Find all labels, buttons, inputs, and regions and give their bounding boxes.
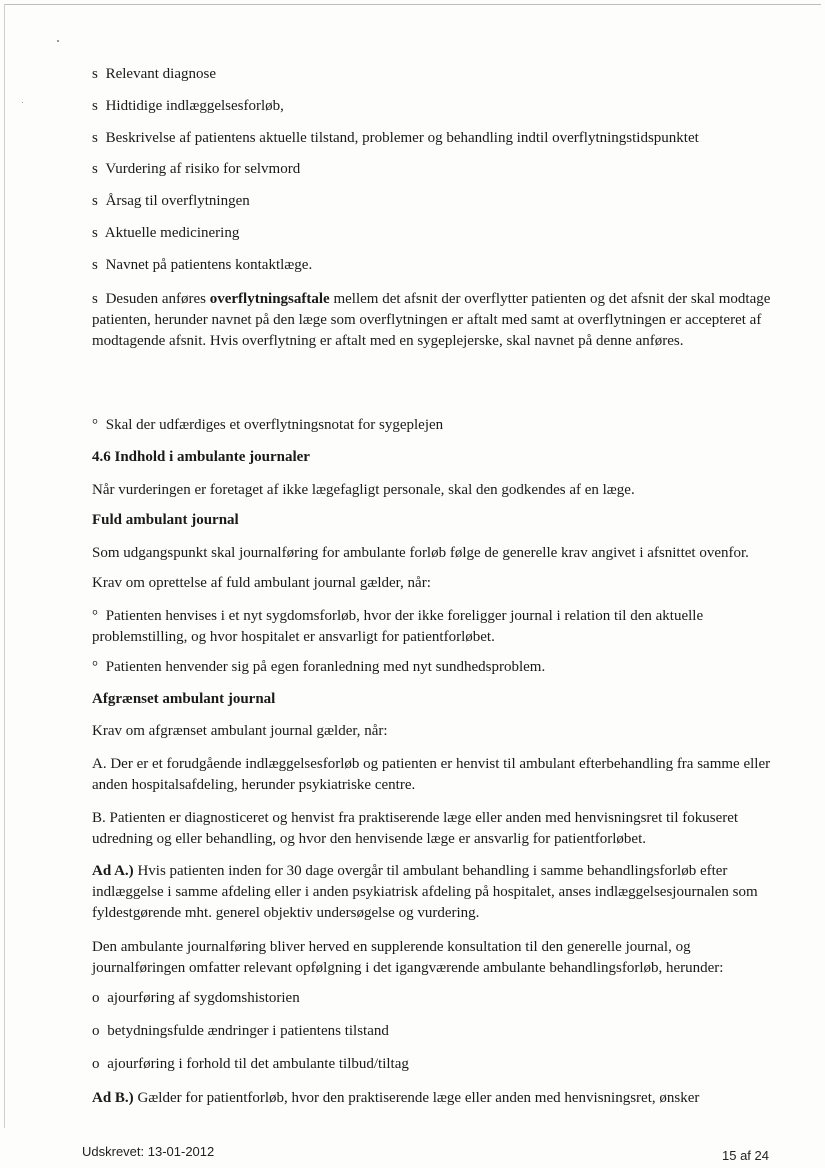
nursing-note-item: ° Skal der udfærdiges et overflytningsnotat for sygeplejen (92, 417, 444, 433)
intro-text: Når vurderingen er foretaget af ikke lægefagligt personale, skal den godkendes af en læge. (92, 482, 635, 498)
o-list-item: o betydningsfulde ændringer i patientens tilstand (92, 1023, 389, 1039)
scan-speck (22, 102, 23, 103)
page-edge (4, 4, 5, 1128)
bullet-item: s Årsag til overflytningen (92, 193, 250, 209)
bullet-item: s Navnet på patientens kontaktlæge. (92, 257, 313, 273)
bullet-item-transfer-agreement: s Desuden anføres overflytningsaftale mellem det afsnit der overflytter patienten og det afsnit der skal modtage patienten, herunder navnet på den læge som overflytningen er aftalt med samt at overflytningen er accepteret af modtagende afsnit. Hvis overflytning er aftalt med en sygeplejerske, skal navnet på denne anføres. (92, 291, 771, 349)
print-date: Udskrevet: 13-01-2012 (82, 1144, 215, 1159)
paragraph: Krav om oprettelse af fuld ambulant journal gælder, når: (92, 575, 431, 591)
paragraph: Som udgangspunkt skal journalføring for ambulante forløb følge de generelle krav angivet i afsnittet ovenfor. (92, 545, 749, 561)
paragraph-ad-a: Ad A.) Hvis patienten inden for 30 dage overgår til ambulant behandling i samme behandlingsforløb efter indlæggelse i samme afdeling eller i anden psykiatrisk afdeling på hospitalet, anses indlæggelsesjournalen som fyldestgørende mht. generel objektiv undersøgelse og vurdering. (92, 863, 758, 921)
section-heading: 4.6 Indhold i ambulante journaler (92, 449, 310, 465)
page-edge (4, 4, 821, 5)
bullet-item: s Relevant diagnose (92, 66, 216, 82)
list-item: ° Patienten henvises i et nyt sygdomsforløb, hvor der ikke foreligger journal i relation til den aktuelle problemstilling, og hvor hospitalet er ansvarligt for patientforløbet. (92, 608, 704, 645)
page-number: 15 af 24 (722, 1148, 769, 1163)
paragraph-ad-b: Ad B.) Gælder for patientforløb, hvor den praktiserende læge eller anden med henvisningsret, ønsker (92, 1090, 700, 1106)
o-list-item: o ajourføring af sygdomshistorien (92, 990, 300, 1006)
bullet-item: s Vurdering af risiko for selvmord (92, 161, 301, 177)
paragraph-a: A. Der er et forudgående indlæggelsesforløb og patienten er henvist til ambulant efterbehandling fra samme eller anden hospitalsafdeling, herunder psykiatriske centre. (92, 756, 771, 793)
bullet-item: s Beskrivelse af patientens aktuelle tilstand, problemer og behandling indtil overflytningstidspunktet (92, 130, 699, 146)
paragraph-b: B. Patienten er diagnosticeret og henvist fra praktiserende læge eller anden med henvisningsret til fokuseret udredning og eller behandling, og hvor den henvisende læge er ansvarlig for patientforløbet. (92, 810, 739, 847)
scan-speck (57, 40, 59, 42)
bullet-item: s Aktuelle medicinering (92, 225, 240, 241)
paragraph: Den ambulante journalføring bliver herved en supplerende konsultation til den generelle journal, og journalføringen omfatter relevant opfølgning i det igangværende ambulante behandlingsforløb, herunder: (92, 939, 724, 976)
o-list-item: o ajourføring i forhold til det ambulante tilbud/tiltag (92, 1056, 409, 1072)
paragraph: Krav om afgrænset ambulant journal gælder, når: (92, 723, 388, 739)
list-item: ° Patienten henvender sig på egen foranledning med nyt sundhedsproblem. (92, 659, 546, 675)
subheading-full-journal: Fuld ambulant journal (92, 512, 239, 528)
subheading-limited-journal: Afgrænset ambulant journal (92, 691, 276, 707)
bullet-item: s Hidtidige indlæggelsesforløb, (92, 98, 284, 114)
